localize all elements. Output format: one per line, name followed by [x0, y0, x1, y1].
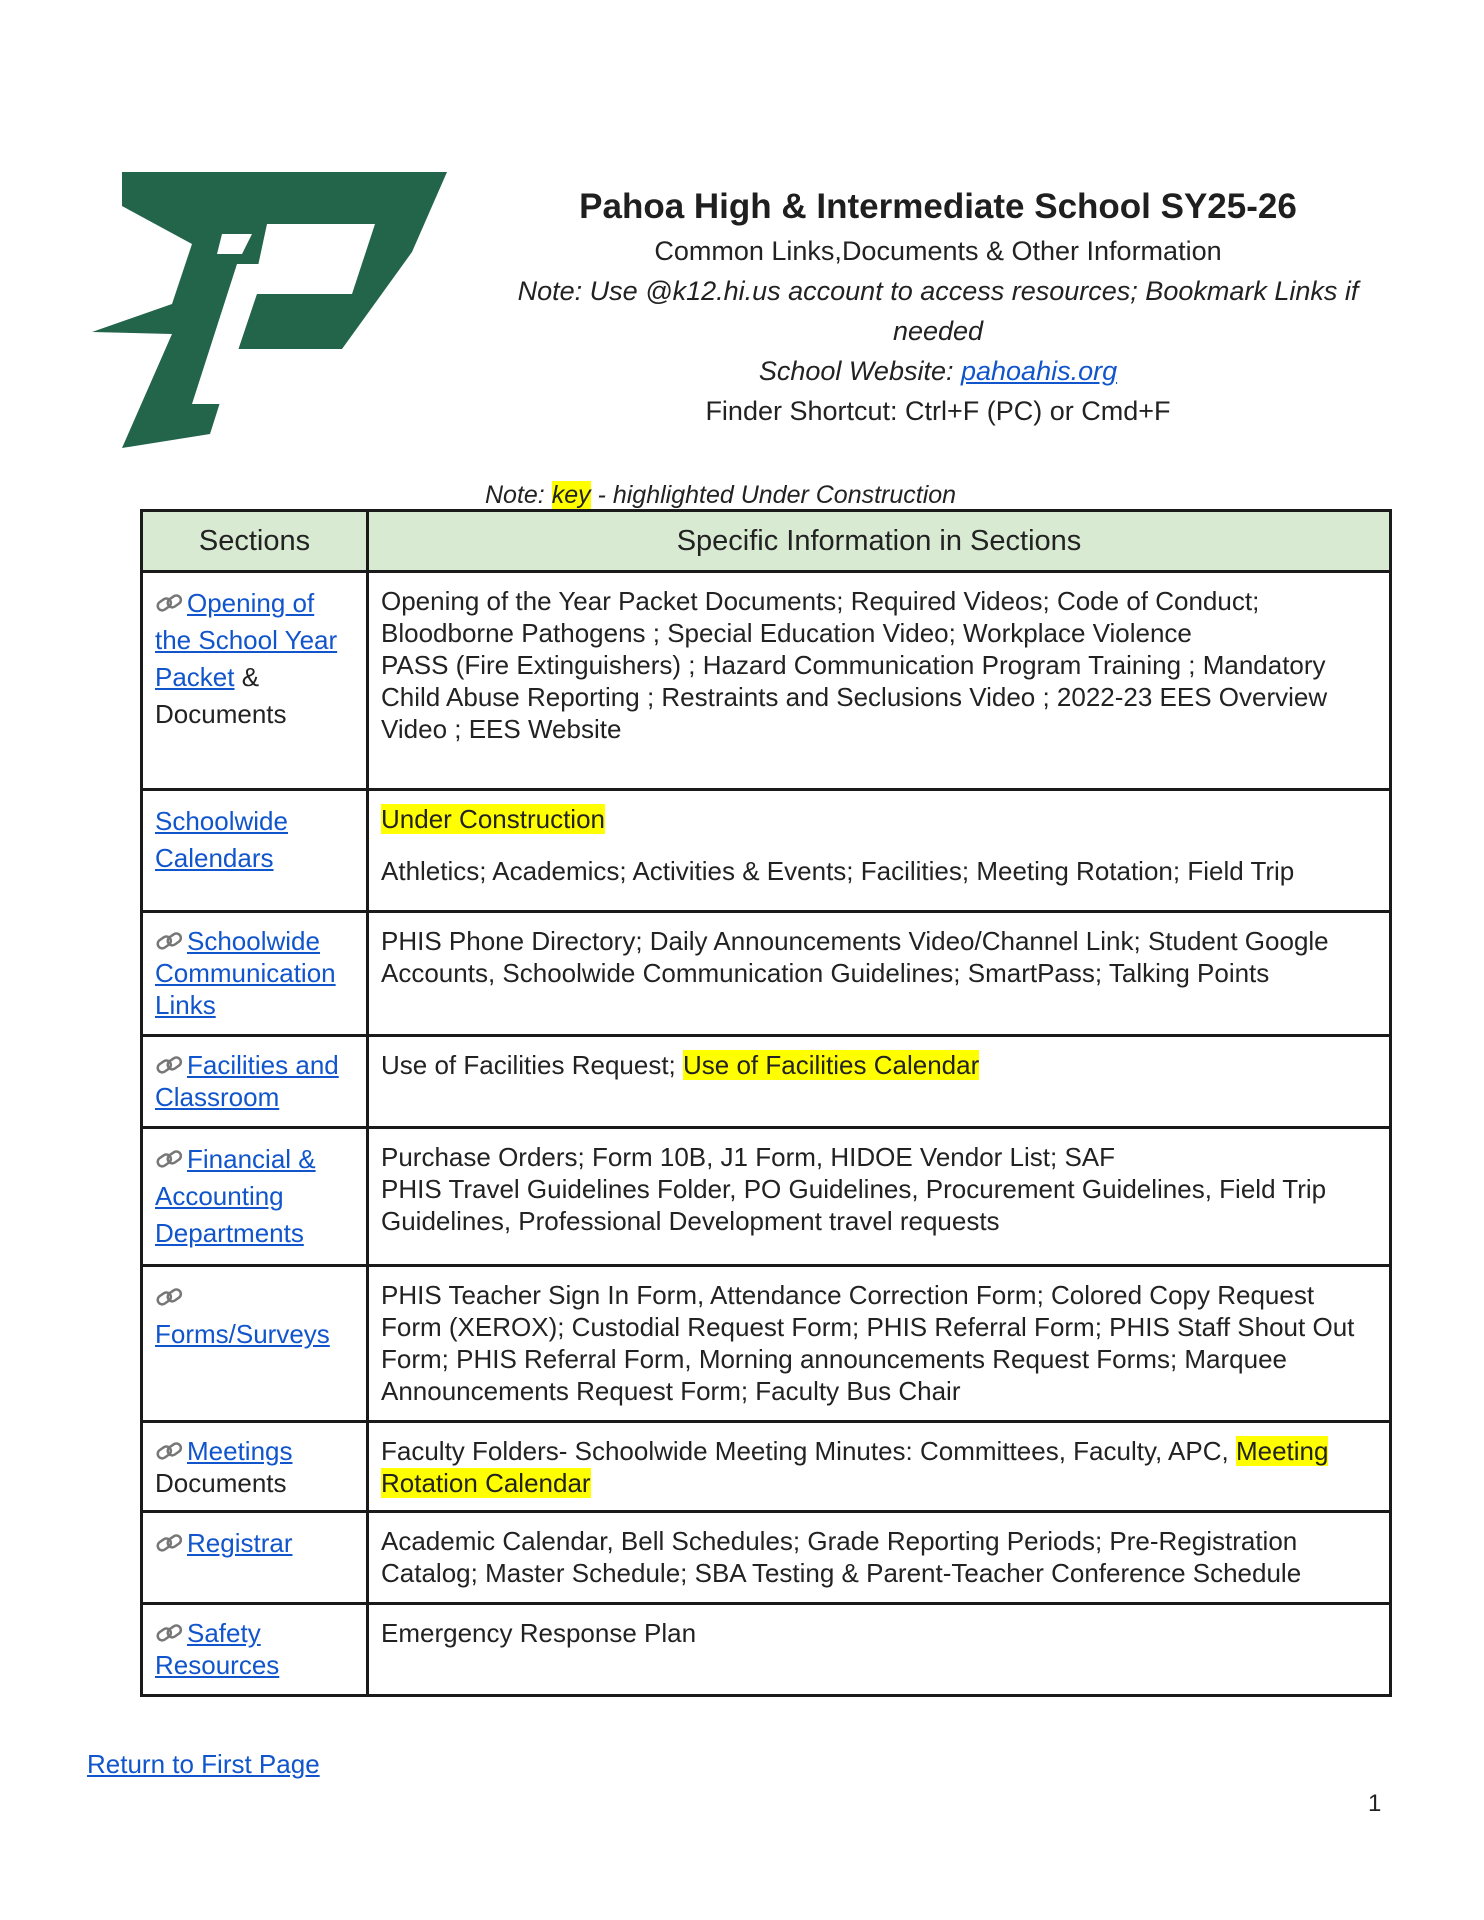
table-row	[142, 1512, 1391, 1604]
section-cell	[142, 1036, 368, 1128]
section-label-rest: & Documents	[155, 662, 287, 729]
section-link-financial[interactable]: Financial & Accounting Departments	[155, 1144, 316, 1248]
return-to-first-page-link[interactable]: Return to First Page	[87, 1749, 320, 1779]
section-link-schoolwide-calendars[interactable]: Schoolwide Calendars	[155, 806, 288, 873]
section-link-forms-surveys[interactable]: Forms/Surveys	[155, 1319, 330, 1349]
link-chain-icon	[155, 1148, 185, 1170]
key-note	[485, 478, 956, 512]
section-cell	[142, 1512, 368, 1604]
section-cell	[142, 790, 368, 912]
info-text-2: PHIS Travel Guidelines Folder, PO Guidelines, Procurement Guidelines, Field Trip Guidelines, Professional Development travel requests	[381, 1174, 1327, 1236]
section-link-facilities[interactable]: Facilities and Classroom	[155, 1050, 339, 1112]
info-text: Athletics; Academics; Activities & Events; Facilities; Meeting Rotation; Field Trip	[381, 856, 1295, 886]
info-cell	[368, 572, 1391, 790]
table-row	[142, 1422, 1391, 1512]
section-cell	[142, 1422, 368, 1512]
info-cell	[368, 1036, 1391, 1128]
info-cell	[368, 1128, 1391, 1266]
info-text: Purchase Orders; Form 10B, J1 Form, HIDOE Vendor List; SAF	[381, 1142, 1116, 1172]
section-link-meetings[interactable]: Meetings	[187, 1436, 293, 1466]
info-cell	[368, 1512, 1391, 1604]
table-row	[142, 790, 1391, 912]
link-chain-icon	[155, 1440, 185, 1462]
section-cell	[142, 912, 368, 1036]
page-number: 1	[1368, 1790, 1382, 1817]
table-row	[142, 1266, 1391, 1422]
link-chain-icon	[155, 1622, 185, 1644]
section-link-registrar[interactable]: Registrar	[187, 1528, 293, 1558]
info-cell	[368, 1604, 1391, 1696]
table-header-row	[142, 511, 1391, 572]
section-cell	[142, 1128, 368, 1266]
key-highlight: key	[551, 481, 591, 509]
info-text: Opening of the Year Packet Documents; Required Videos; Code of Conduct; Bloodborne Pathogens ; Special Education Video; Workplace Violence	[381, 586, 1260, 648]
sections-table	[140, 509, 1392, 1697]
info-cell	[368, 1422, 1391, 1512]
subtitle: Common Links,Documents & Other Information	[654, 236, 1222, 266]
table-row	[142, 1128, 1391, 1266]
info-text: PHIS Teacher Sign In Form, Attendance Correction Form; Colored Copy Request Form (XEROX); Custodial Request Form; PHIS Referral Form; PHIS Staff Shout Out Form; PHIS Referral Form, Morning announcements Request Forms; Marquee Announcements Request Form; Faculty Bus Chair	[381, 1280, 1355, 1406]
table-row	[142, 1036, 1391, 1128]
link-chain-icon	[155, 1054, 185, 1076]
section-cell	[142, 572, 368, 790]
link-chain-icon	[155, 1532, 185, 1554]
link-chain-icon	[155, 1286, 185, 1308]
info-cell	[368, 1266, 1391, 1422]
website-label: School Website:	[758, 356, 961, 386]
document-header	[480, 183, 1396, 431]
link-chain-icon	[155, 930, 185, 952]
header-sections: Sections	[142, 511, 368, 572]
info-text: PHIS Phone Directory; Daily Announcements Video/Channel Link; Student Google Accounts, Schoolwide Communication Guidelines; SmartPass; Talking Points	[381, 926, 1329, 988]
key-note-prefix: Note:	[485, 481, 552, 509]
info-cell	[368, 790, 1391, 912]
section-cell	[142, 1604, 368, 1696]
section-link-opening-packet[interactable]: Opening of the School Year Packet	[155, 588, 338, 692]
account-note: Note: Use @k12.hi.us account to access resources; Bookmark Links if needed	[517, 276, 1359, 346]
page-title: Pahoa High & Intermediate School SY25-26	[579, 187, 1297, 226]
website-link[interactable]: pahoahis.org	[960, 356, 1118, 386]
info-text: Use of Facilities Request;	[381, 1050, 684, 1080]
under-construction-highlight: Under Construction	[381, 804, 605, 834]
school-logo	[92, 164, 452, 448]
section-link-safety[interactable]: Safety Resources	[155, 1618, 280, 1680]
info-text: Academic Calendar, Bell Schedules; Grade Reporting Periods; Pre-Registration Catalog; Master Schedule; SBA Testing & Parent-Teacher Conference Schedule	[381, 1526, 1302, 1588]
facilities-calendar-highlight: Use of Facilities Calendar	[683, 1050, 980, 1080]
info-text: Faculty Folders- Schoolwide Meeting Minutes: Committees, Faculty, APC,	[381, 1436, 1236, 1466]
section-label-rest: Documents	[155, 1468, 287, 1498]
meeting-rotation-highlight: Meeting Rotation Calendar	[381, 1436, 1329, 1498]
website-line	[480, 351, 1396, 391]
header-specific-info: Specific Information in Sections	[368, 511, 1391, 572]
key-note-suffix: - highlighted Under Construction	[590, 481, 957, 509]
section-link-communication[interactable]: Schoolwide Communication Links	[155, 926, 336, 1020]
finder-shortcut: Finder Shortcut: Ctrl+F (PC) or Cmd+F	[705, 396, 1171, 426]
info-text-2: PASS (Fire Extinguishers) ; Hazard Communication Program Training ; Mandatory Child Abuse Reporting ; Restraints and Seclusions Video ; 2022-23 EES Overview Video ; EES Website	[381, 650, 1328, 744]
info-text: Emergency Response Plan	[381, 1618, 697, 1648]
section-cell	[142, 1266, 368, 1422]
info-cell	[368, 912, 1391, 1036]
table-row	[142, 572, 1391, 790]
table-row	[142, 1604, 1391, 1696]
link-chain-icon	[155, 592, 185, 614]
table-row	[142, 912, 1391, 1036]
